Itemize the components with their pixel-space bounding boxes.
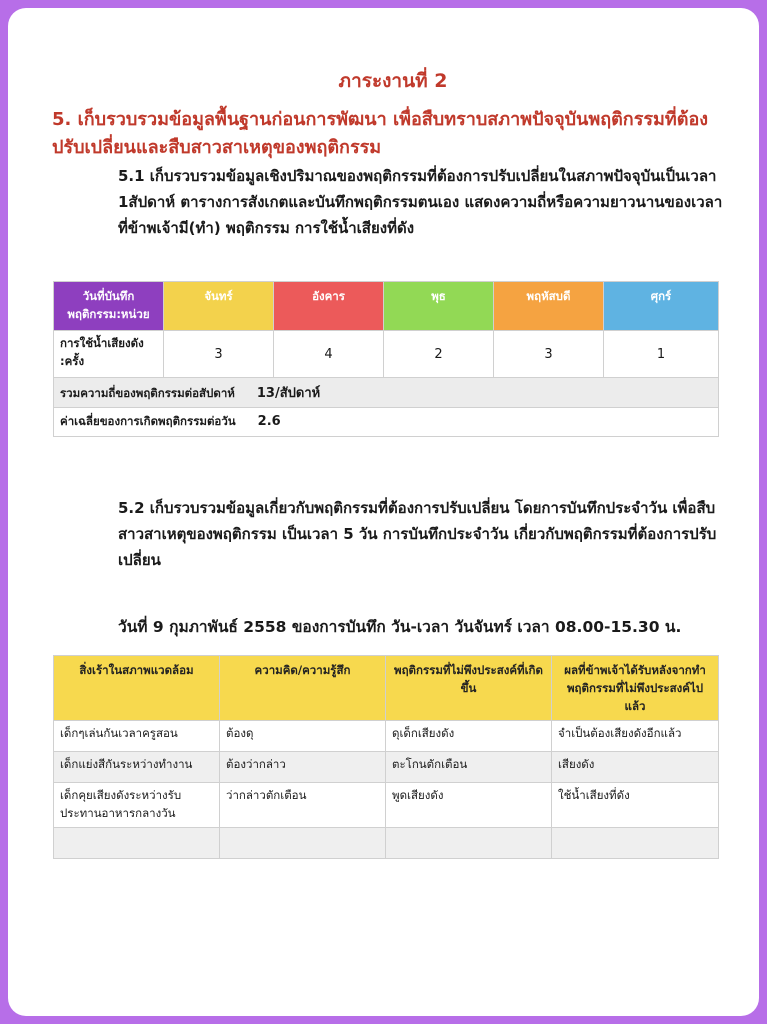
value-tuesday: 4 [274, 331, 384, 378]
record-date-line: วันที่ 9 กุมภาพันธ์ 2558 ของการบันทึก วัน-เวลา วันจันทร์ เวลา 08.00-15.30 น. [118, 618, 682, 636]
table-cell [220, 828, 386, 859]
section-5-1-text: 5.1 เก็บรวบรวมข้อมูลเชิงปริมาณของพฤติกรรมที่ต้องการปรับเปลี่ยนในสภาพปัจจุบันเป็นเวลา 1สัปดาห์ ตารางการสังเกตและบันทึกพฤติกรรมตนเอง แสดงความถี่หรือความยาวนานของเวลาที่ข้าพเจ้ามี(ทำ) พฤติกรรม การใช้น้ำเสียงที่ดัง [118, 167, 723, 237]
table-cell: ต้องดุ [220, 721, 386, 752]
table-row [54, 331, 719, 378]
table-cell: เด็กๆเล่นกันเวลาครูสอน [54, 721, 220, 752]
header-stimulus: สิ่งเร้าในสภาพแวดล้อม [54, 656, 220, 721]
header-friday: ศุกร์ [604, 282, 719, 331]
header-thought-feeling: ความคิด/ความรู้สึก [220, 656, 386, 721]
document-page [8, 8, 759, 1016]
table-cell: ต้องว่ากล่าว [220, 752, 386, 783]
table-cell: ใช้น้ำเสียงที่ดัง [552, 783, 719, 828]
table-row [54, 783, 719, 828]
table-cell [552, 828, 719, 859]
table-row [54, 752, 719, 783]
value-wednesday: 2 [384, 331, 494, 378]
average-cell [54, 408, 719, 437]
table-cell: ว่ากล่าวตักเตือน [220, 783, 386, 828]
header-undesired-behavior: พฤติกรรมที่ไม่พึงประสงค์ที่เกิดขึ้น [386, 656, 552, 721]
row-label-loud-voice: การใช้น้ำเสียงดัง :ครั้ง [54, 331, 164, 378]
table-header-row [54, 282, 719, 331]
table-cell: ตะโกนตักเตือน [386, 752, 552, 783]
header-record-date: วันที่บันทึก พฤติกรรม:หน่วย [54, 282, 164, 331]
table-cell: เด็กแย่งสีกันระหว่างทำงาน [54, 752, 220, 783]
table-cell: เด็กคุยเสียงดังระหว่างรับประทานอาหารกลางวัน [54, 783, 220, 828]
table-header-row [54, 656, 719, 721]
header-wednesday: พุธ [384, 282, 494, 331]
daily-record-table [53, 655, 719, 859]
header-monday: จันทร์ [164, 282, 274, 331]
section-5-2-text: 5.2 เก็บรวบรวมข้อมูลเกี่ยวกับพฤติกรรมที่ต้องการปรับเปลี่ยน โดยการบันทึกประจำวัน เพื่อสืบสาวสาเหตุของพฤติกรรม เป็นเวลา 5 วัน การบันทึกประจำวัน เกี่ยวกับพฤติกรรมที่ต้องการปรับเปลี่ยน [118, 499, 717, 569]
table-cell: เสียงดัง [552, 752, 719, 783]
value-friday: 1 [604, 331, 719, 378]
table-cell: ดุเด็กเสียงดัง [386, 721, 552, 752]
average-row [54, 408, 719, 437]
total-value: 13/สัปดาห์ [256, 386, 321, 401]
header-result: ผลที่ข้าพเจ้าได้รับหลังจากทำพฤติกรรมที่ไม่พึงประสงค์ไปแล้ว [552, 656, 719, 721]
average-value: 2.6 [257, 414, 281, 429]
table-row-empty [54, 828, 719, 859]
value-thursday: 3 [494, 331, 604, 378]
average-label: ค่าเฉลี่ยของการเกิดพฤติกรรมต่อวัน [60, 414, 236, 428]
table-row [54, 721, 719, 752]
header-thursday: พฤหัสบดี [494, 282, 604, 331]
page-title: ภาระงานที่ 2 [338, 70, 448, 92]
total-cell [54, 378, 719, 408]
table-cell [386, 828, 552, 859]
table-cell: จำเป็นต้องเสียงดังอีกแล้ว [552, 721, 719, 752]
header-tuesday: อังคาร [274, 282, 384, 331]
table-cell [54, 828, 220, 859]
section-5-heading: 5. เก็บรวบรวมข้อมูลพื้นฐานก่อนการพัฒนา เพื่อสืบทราบสภาพปัจจุบันพฤติกรรมที่ต้องปรับเปลี่ยนและสืบสาวสาเหตุของพฤติกรรม [52, 109, 709, 158]
behavior-frequency-table [53, 281, 719, 437]
total-label: รวมความถี่ของพฤติกรรมต่อสัปดาห์ [60, 386, 235, 400]
table-cell: พูดเสียงดัง [386, 783, 552, 828]
value-monday: 3 [164, 331, 274, 378]
total-row [54, 378, 719, 408]
